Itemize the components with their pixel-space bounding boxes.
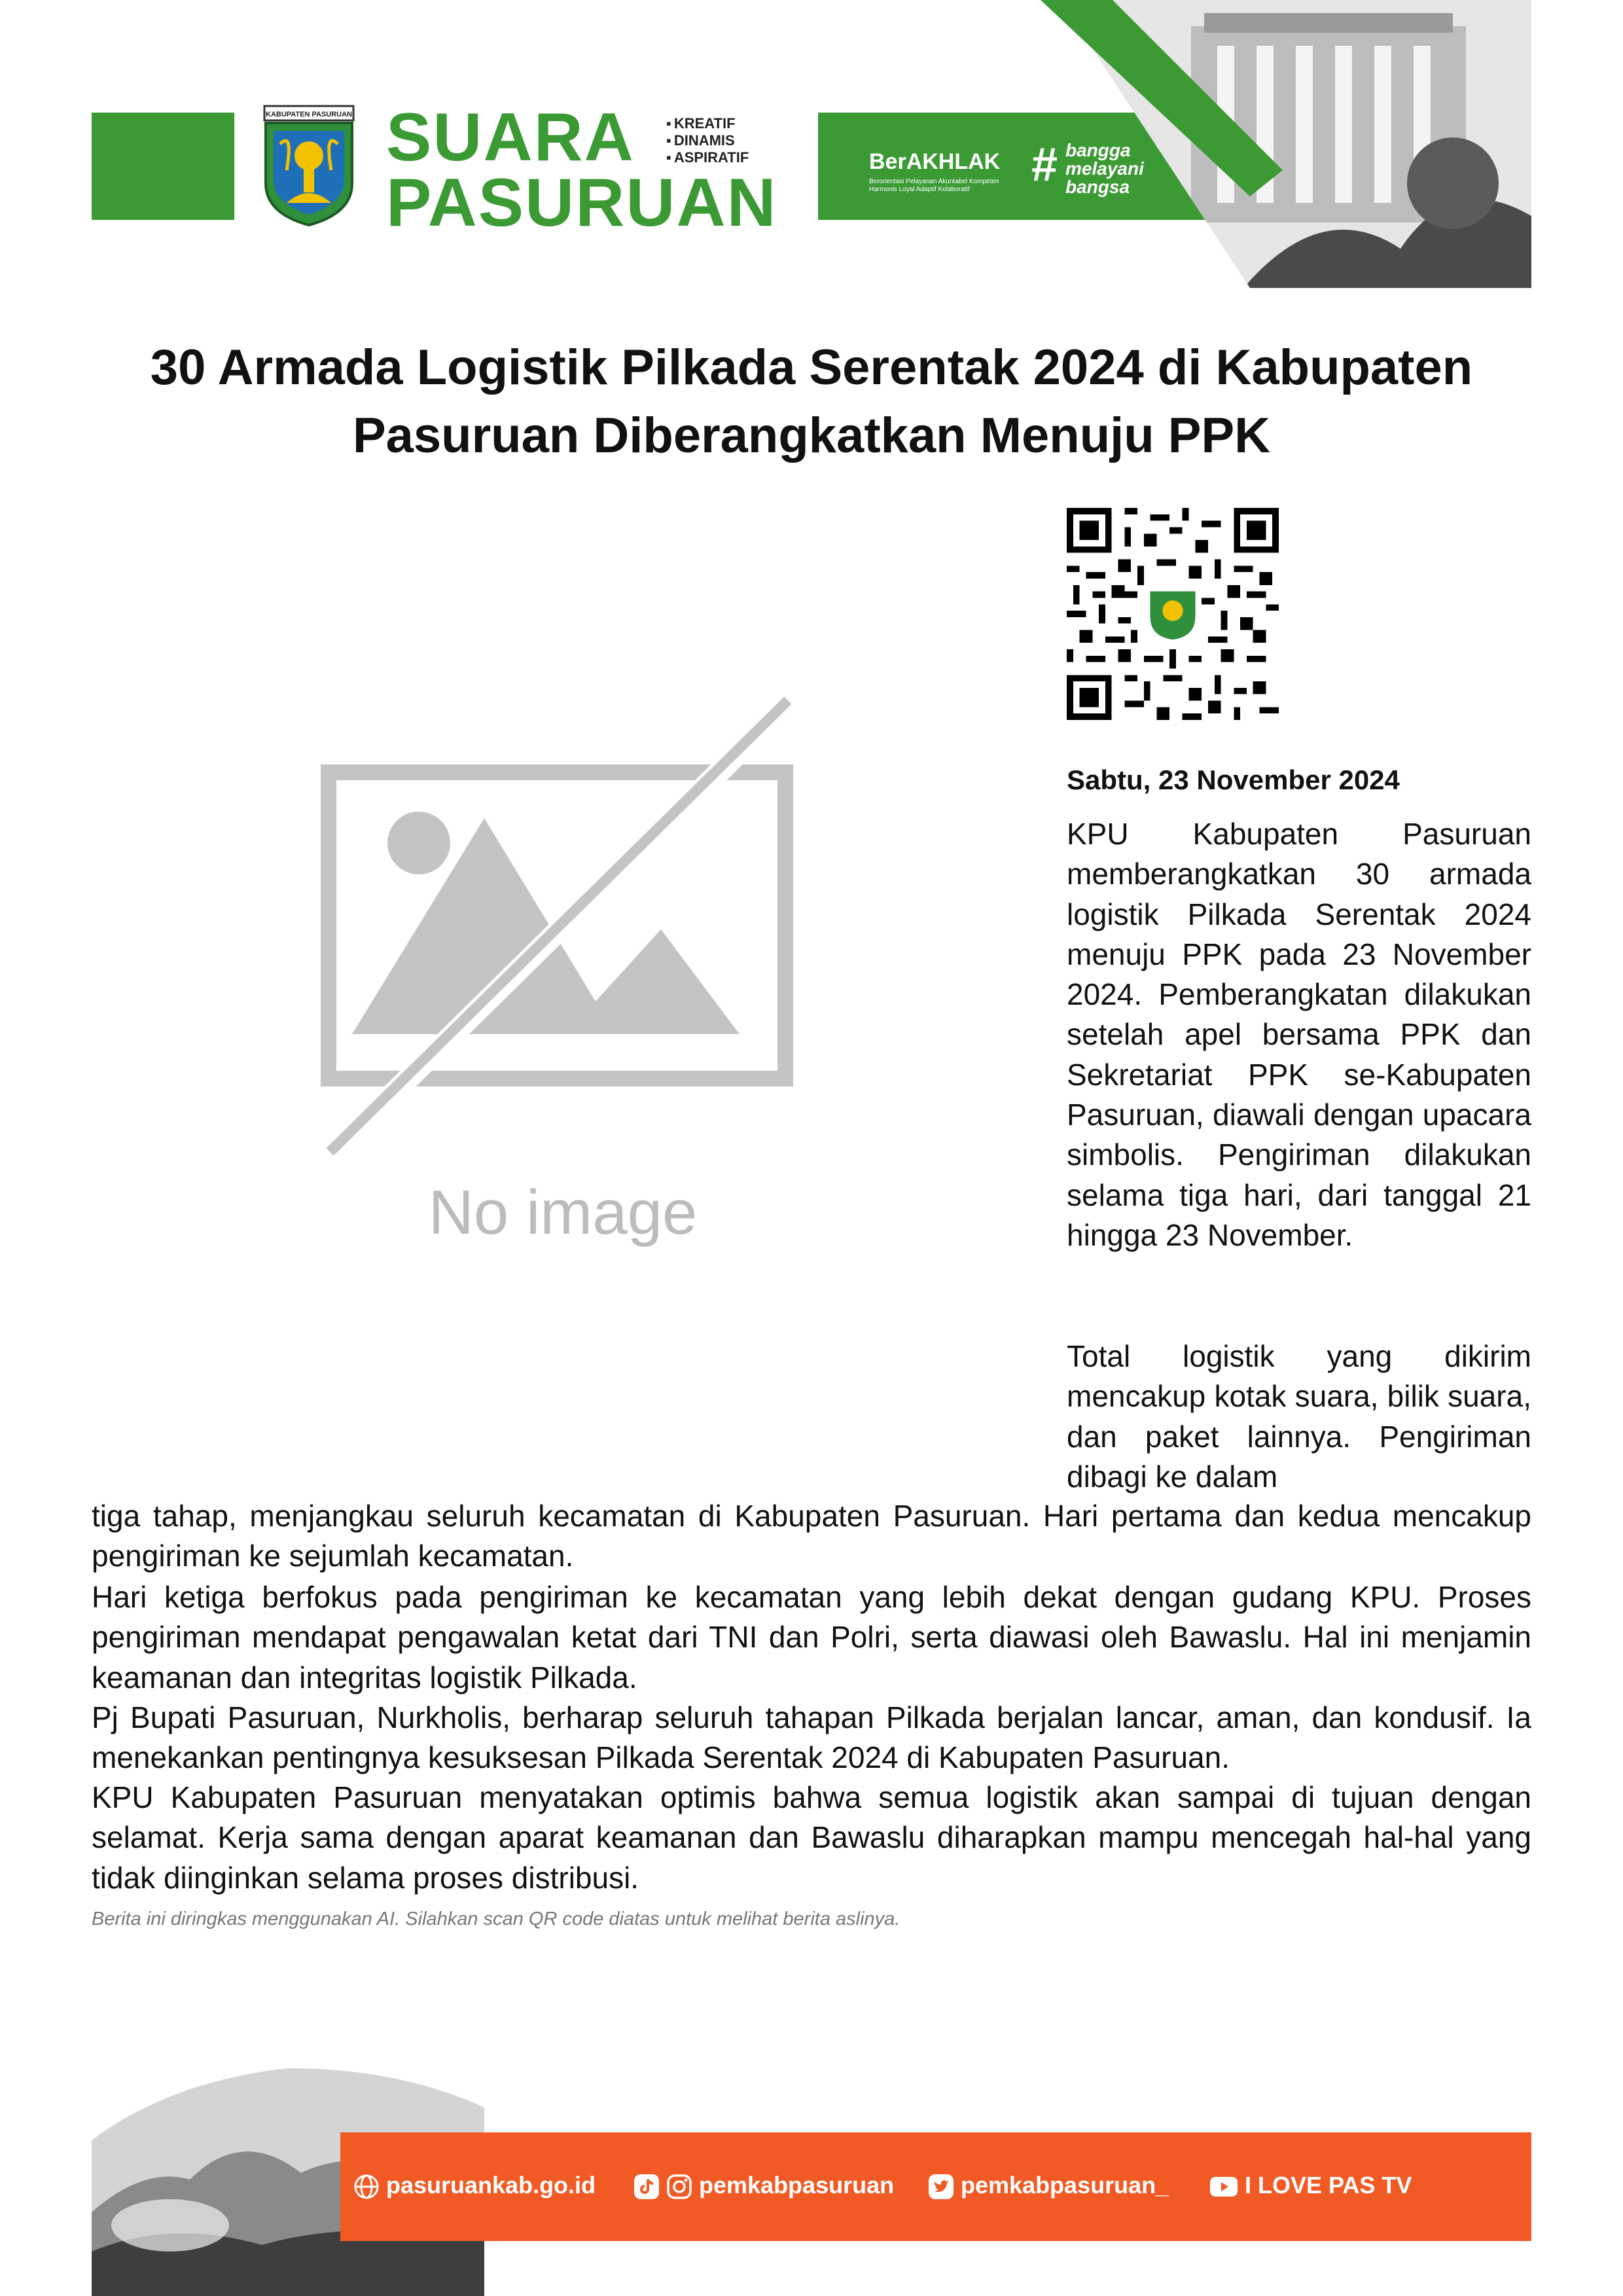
no-image-placeholder [321, 694, 805, 1257]
article-paragraph: tiga tahap, menjangkau seluruh kecamatan di Kabupaten Pasuruan. Hari pertama dan kedua mencakup pengiriman ke sejumlah kecamatan. [92, 1499, 1531, 1573]
bangga-word: bangsa [1065, 177, 1130, 197]
pasuruan-crest-logo [260, 105, 357, 228]
brand-line-1: SUARA [386, 99, 635, 175]
youtube-icon [1209, 2175, 1238, 2198]
globe-icon [353, 2174, 380, 2200]
footer-twitter-link[interactable] [928, 2172, 1169, 2200]
article-date: Sabtu, 23 November 2024 [1067, 764, 1400, 795]
brand-tagline [666, 115, 749, 166]
instagram-icon [666, 2174, 692, 2200]
header-left-bar [92, 113, 234, 220]
website-label: pasuruankab.go.id [386, 2172, 596, 2198]
svg-text:KABUPATEN PASURUAN: KABUPATEN PASURUAN [266, 111, 352, 118]
tagline-item: ▪ KREATIF [666, 115, 749, 132]
tiktok-icon [633, 2174, 660, 2200]
tagline-item: ▪ ASPIRATIF [666, 149, 749, 166]
brand-line-2: PASURUAN [386, 165, 777, 241]
berakhlak-logo: BerAKHLAK [869, 149, 1001, 174]
no-image-label: No image [428, 1177, 698, 1247]
qr-code[interactable] [1067, 508, 1279, 720]
hashtag-icon: # [1031, 139, 1058, 191]
footer-website-link[interactable] [353, 2172, 596, 2200]
ai-disclaimer: Berita ini diringkas menggunakan AI. Silahkan scan QR code diatas untuk melihat berita aslinya. [92, 1909, 901, 1929]
article-paragraph: Total logistik yang dikirim mencakup kotak suara, bilik suara, dan paket lainnya. Pengiriman dibagi ke dalam [1067, 1339, 1531, 1494]
social-handle-label: pemkabpasuruan [699, 2172, 895, 2198]
article-paragraph: Pj Bupati Pasuruan, Nurkholis, berharap seluruh tahapan Pilkada berjalan lancar, aman, dan kondusif. Ia menekankan pentingnya kesuksesan Pilkada Serentak 2024 di Kabupaten Pasuruan. [92, 1700, 1531, 1775]
bangga-word: melayani [1065, 158, 1144, 179]
article-paragraph: Hari ketiga berfokus pada pengiriman ke kecamatan yang lebih dekat dengan gudang KPU. Proses pengiriman mendapat pengawalan ketat dari TNI dan Polri, serta diawasi oleh Bawaslu. Hal ini menjamin keamanan dan integritas logistik Pilkada. [92, 1580, 1531, 1695]
tagline-item: ▪ DINAMIS [666, 132, 749, 149]
twitter-icon [928, 2174, 954, 2200]
youtube-label: I LOVE PAS TV [1245, 2172, 1412, 2198]
berakhlak-subtext: Berorientasi Pelayanan Akuntabel Kompeten Harmonis Loyal Adaptif Kolaboratif [869, 178, 999, 193]
twitter-handle-label: pemkabpasuruan_ [961, 2172, 1169, 2198]
bangga-word: bangga [1065, 140, 1131, 160]
footer-tiktok-instagram-link[interactable] [633, 2172, 894, 2200]
footer-youtube-link[interactable] [1209, 2172, 1412, 2199]
article-paragraph: KPU Kabupaten Pasuruan menyatakan optimis bahwa semua logistik akan sampai di tujuan dengan selamat. Kerja sama dengan aparat keamanan dan Bawaslu diharapkan mampu mencegah hal-hal yang tidak diinginkan selama proses distribusi. [92, 1780, 1531, 1895]
article-paragraph: KPU Kabupaten Pasuruan memberangkatkan 30 armada logistik Pilkada Serentak 2024 menuju PPK pada 23 November 2024. Pemberangkatan dilakukan setelah apel bersama PPK dan Sekretariat PPK se-Kabupaten Pasuruan, diawali dengan upacara simbolis. Pengiriman dilakukan selama tiga hari, dari tanggal 21 hingga 23 November. [1067, 817, 1531, 1252]
header-building-photo [995, 0, 1531, 288]
article-title: 30 Armada Logistik Pilkada Serentak 2024 di Kabupaten Pasuruan Diberangkatkan Menuju PPK [150, 340, 1473, 463]
